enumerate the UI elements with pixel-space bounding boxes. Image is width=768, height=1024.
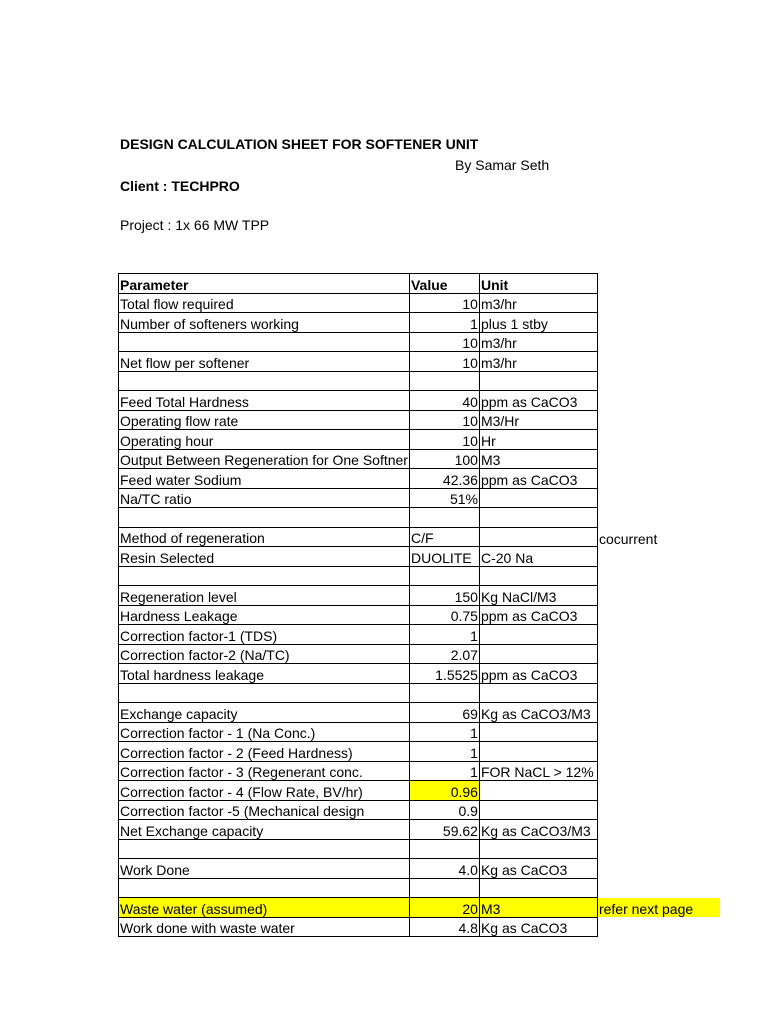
table-row	[119, 293, 721, 313]
table-row	[119, 761, 721, 781]
table-row	[119, 527, 721, 547]
unit-cell: FOR NaCL > 12%	[479, 761, 597, 781]
note-cell	[597, 352, 720, 372]
unit-cell: m3/hr	[479, 293, 597, 313]
value-cell: 0.75	[409, 605, 479, 625]
value-cell	[409, 371, 479, 391]
table-row	[119, 703, 721, 723]
value-cell	[409, 878, 479, 898]
table-row	[119, 878, 721, 898]
parameter-cell: Correction factor -5 (Mechanical design	[119, 800, 410, 820]
note-cell	[597, 664, 720, 684]
parameter-cell: Total hardness leakage	[119, 664, 410, 684]
parameter-cell: Number of softeners working	[119, 313, 410, 333]
value-cell: 0.96	[409, 781, 479, 801]
parameter-cell: Exchange capacity	[119, 703, 410, 723]
value-cell: 59.62	[409, 820, 479, 840]
parameter-cell	[119, 371, 410, 391]
parameter-cell: Resin Selected	[119, 547, 410, 567]
value-cell: 69	[409, 703, 479, 723]
value-cell: 10	[409, 332, 479, 352]
value-cell: 2.07	[409, 644, 479, 664]
parameter-cell: Hardness Leakage	[119, 605, 410, 625]
unit-cell	[479, 722, 597, 742]
value-cell	[409, 683, 479, 703]
note-cell	[597, 800, 720, 820]
note-cell	[597, 820, 720, 840]
table-row	[119, 566, 721, 586]
note-cell	[597, 391, 720, 411]
parameter-cell	[119, 683, 410, 703]
parameter-cell: Net Exchange capacity	[119, 820, 410, 840]
table-row	[119, 488, 721, 508]
parameter-cell	[119, 566, 410, 586]
value-cell: C/F	[409, 527, 479, 547]
unit-cell: M3	[479, 449, 597, 469]
table-row	[119, 410, 721, 430]
value-cell: 150	[409, 586, 479, 606]
value-cell	[409, 566, 479, 586]
note-cell	[597, 917, 720, 937]
note-cell	[597, 293, 720, 313]
table-row	[119, 839, 721, 859]
unit-cell: Kg as CaCO3	[479, 917, 597, 937]
note-cell	[597, 469, 720, 489]
unit-cell	[479, 839, 597, 859]
parameter-cell: Output Between Regeneration for One Softner	[119, 449, 410, 469]
parameter-cell	[119, 878, 410, 898]
unit-cell	[479, 742, 597, 762]
unit-cell	[479, 508, 597, 528]
parameter-cell: Regeneration level	[119, 586, 410, 606]
note-cell	[597, 878, 720, 898]
value-cell: 4.0	[409, 859, 479, 879]
value-cell: 20	[409, 898, 479, 918]
note-cell	[597, 586, 720, 606]
value-cell: 1	[409, 313, 479, 333]
unit-cell	[479, 683, 597, 703]
note-cell	[597, 625, 720, 645]
table-row	[119, 722, 721, 742]
unit-cell: Kg as CaCO3/M3	[479, 703, 597, 723]
table-row	[119, 664, 721, 684]
table-row	[119, 605, 721, 625]
unit-cell	[479, 566, 597, 586]
unit-cell: M3/Hr	[479, 410, 597, 430]
unit-cell: ppm as CaCO3	[479, 469, 597, 489]
parameter-cell: Net flow per softener	[119, 352, 410, 372]
value-cell: DUOLITE	[409, 547, 479, 567]
note-cell	[597, 742, 720, 762]
table-header-row	[119, 274, 721, 294]
note-cell	[597, 274, 720, 294]
note-cell	[597, 859, 720, 879]
table-row	[119, 781, 721, 801]
table-row	[119, 449, 721, 469]
unit-cell: Kg as CaCO3	[479, 859, 597, 879]
unit-cell: m3/hr	[479, 332, 597, 352]
note-cell	[597, 449, 720, 469]
parameter-cell: Method of regeneration	[119, 527, 410, 547]
client-line: Client : TECHPRO	[120, 178, 240, 194]
value-cell	[409, 508, 479, 528]
parameter-cell: Work Done	[119, 859, 410, 879]
parameter-cell: Operating flow rate	[119, 410, 410, 430]
unit-cell	[479, 625, 597, 645]
value-cell: 51%	[409, 488, 479, 508]
value-cell: 1	[409, 625, 479, 645]
unit-cell: Kg as CaCO3/M3	[479, 820, 597, 840]
value-cell: 40	[409, 391, 479, 411]
unit-cell: m3/hr	[479, 352, 597, 372]
table-row	[119, 742, 721, 762]
unit-cell: M3	[479, 898, 597, 918]
table-row	[119, 820, 721, 840]
value-cell	[409, 839, 479, 859]
value-cell: 4.8	[409, 917, 479, 937]
column-header-unit: Unit	[479, 274, 597, 294]
unit-cell: ppm as CaCO3	[479, 605, 597, 625]
note-cell	[597, 547, 720, 567]
table-row	[119, 547, 721, 567]
parameter-cell: Work done with waste water	[119, 917, 410, 937]
note-cell	[597, 839, 720, 859]
value-cell: 42.36	[409, 469, 479, 489]
note-cell	[597, 605, 720, 625]
sheet-title: DESIGN CALCULATION SHEET FOR SOFTENER UNIT	[120, 136, 479, 152]
parameter-cell	[119, 332, 410, 352]
table-row	[119, 469, 721, 489]
table-row	[119, 859, 721, 879]
table-row	[119, 683, 721, 703]
note-cell	[597, 566, 720, 586]
note-cell	[597, 332, 720, 352]
project-line: Project : 1x 66 MW TPP	[120, 217, 270, 233]
note-cell: refer next page	[597, 898, 720, 918]
table-row	[119, 644, 721, 664]
unit-cell: ppm as CaCO3	[479, 391, 597, 411]
value-cell: 1	[409, 722, 479, 742]
note-cell	[597, 410, 720, 430]
value-cell: 10	[409, 352, 479, 372]
unit-cell: Kg NaCl/M3	[479, 586, 597, 606]
note-cell	[597, 313, 720, 333]
table-row	[119, 800, 721, 820]
parameter-cell: Feed Total Hardness	[119, 391, 410, 411]
note-cell	[597, 371, 720, 391]
table-row	[119, 391, 721, 411]
parameter-cell: Feed water Sodium	[119, 469, 410, 489]
unit-cell	[479, 800, 597, 820]
parameter-cell	[119, 839, 410, 859]
table-row	[119, 430, 721, 450]
value-cell: 10	[409, 293, 479, 313]
unit-cell: Hr	[479, 430, 597, 450]
parameter-cell: Correction factor - 4 (Flow Rate, BV/hr)	[119, 781, 410, 801]
value-cell: 1	[409, 761, 479, 781]
parameter-cell: Waste water (assumed)	[119, 898, 410, 918]
note-cell	[597, 703, 720, 723]
note-cell	[597, 508, 720, 528]
note-cell	[597, 781, 720, 801]
value-cell: 100	[409, 449, 479, 469]
unit-cell	[479, 644, 597, 664]
parameter-cell: Correction factor - 2 (Feed Hardness)	[119, 742, 410, 762]
value-cell: 10	[409, 430, 479, 450]
unit-cell: plus 1 stby	[479, 313, 597, 333]
unit-cell: ppm as CaCO3	[479, 664, 597, 684]
parameter-cell: Correction factor-1 (TDS)	[119, 625, 410, 645]
unit-cell	[479, 781, 597, 801]
note-cell	[597, 761, 720, 781]
parameter-cell: Correction factor - 1 (Na Conc.)	[119, 722, 410, 742]
parameter-cell: Operating hour	[119, 430, 410, 450]
table-row	[119, 508, 721, 528]
table-row	[119, 898, 721, 918]
unit-cell: C-20 Na	[479, 547, 597, 567]
value-cell: 10	[409, 410, 479, 430]
note-cell	[597, 644, 720, 664]
unit-cell	[479, 878, 597, 898]
table-row	[119, 352, 721, 372]
parameter-cell	[119, 508, 410, 528]
unit-cell	[479, 371, 597, 391]
column-header-value: Value	[409, 274, 479, 294]
table-row	[119, 586, 721, 606]
table-row	[119, 917, 721, 937]
table-row	[119, 313, 721, 333]
unit-cell	[479, 488, 597, 508]
table-row	[119, 332, 721, 352]
table-row	[119, 625, 721, 645]
note-cell	[597, 722, 720, 742]
note-cell	[597, 683, 720, 703]
table-row	[119, 371, 721, 391]
parameter-cell: Na/TC ratio	[119, 488, 410, 508]
parameter-cell: Correction factor - 3 (Regenerant conc.	[119, 761, 410, 781]
value-cell: 1	[409, 742, 479, 762]
unit-cell	[479, 527, 597, 547]
parameter-cell: Total flow required	[119, 293, 410, 313]
parameter-cell: Correction factor-2 (Na/TC)	[119, 644, 410, 664]
note-cell	[597, 430, 720, 450]
author-line: By Samar Seth	[455, 157, 550, 173]
note-cell: cocurrent	[598, 530, 658, 547]
calculation-table	[118, 273, 721, 937]
column-header-parameter: Parameter	[119, 274, 410, 294]
value-cell: 1.5525	[409, 664, 479, 684]
value-cell: 0.9	[409, 800, 479, 820]
note-cell	[597, 488, 720, 508]
